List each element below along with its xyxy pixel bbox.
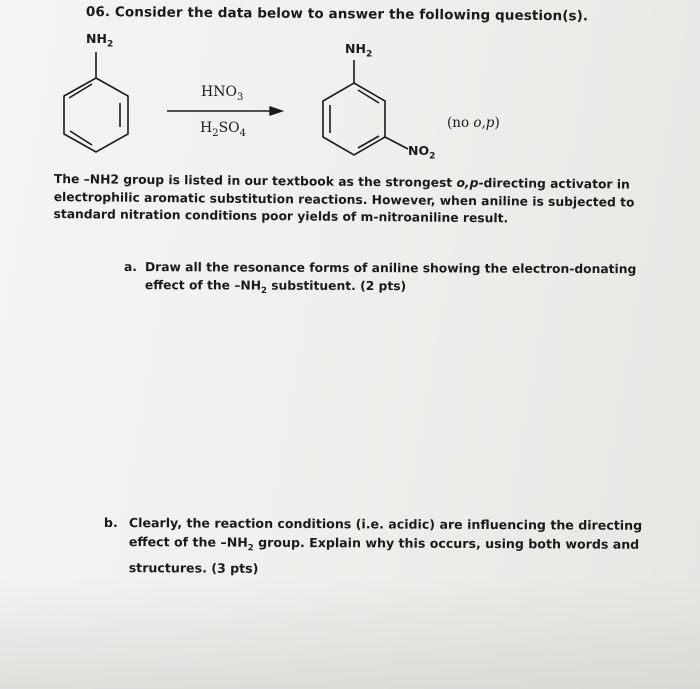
reagent-sulfuric-acid: $H_2SO_4$ <box>200 120 247 139</box>
reagent-nitric-acid: $HNO_3$ <box>201 84 244 103</box>
no-op-note: (no o,p) <box>447 115 500 131</box>
question-a-marker: a. <box>123 259 137 275</box>
context-paragraph: The –NH2 group is listed in our textbook as the strongest o,p-directing activator in electrophilic aromatic substitution reactions. However, when aniline is subjected to standard nitration conditions poor yields of m-nitroaniline result. <box>53 171 635 226</box>
question-a-text: Draw all the resonance forms of aniline showing the electron-donating effect of the $-NH_2$ substituent. (2 pts) <box>144 260 637 297</box>
question-b-text: Clearly, the reaction conditions (i.e. acidic) are influencing the directing effect of the $-NH_2$ group. Explain why this occurs, using both words and structures. (3 pts) <box>128 515 643 576</box>
question-a <box>124 258 669 302</box>
aniline-ring <box>64 52 128 152</box>
question-b-marker: b. <box>103 515 118 531</box>
question-heading: 06. Consider the data below to answer the following question(s). <box>85 4 589 25</box>
product-nitro-label: $NO_2$ <box>408 143 436 162</box>
nitroaniline-ring <box>323 60 408 155</box>
reaction-arrow <box>167 107 282 115</box>
reactant-amine-label: $NH_2$ <box>86 31 114 50</box>
question-b <box>104 513 684 580</box>
product-amine-label: $NH_2$ <box>345 41 373 60</box>
